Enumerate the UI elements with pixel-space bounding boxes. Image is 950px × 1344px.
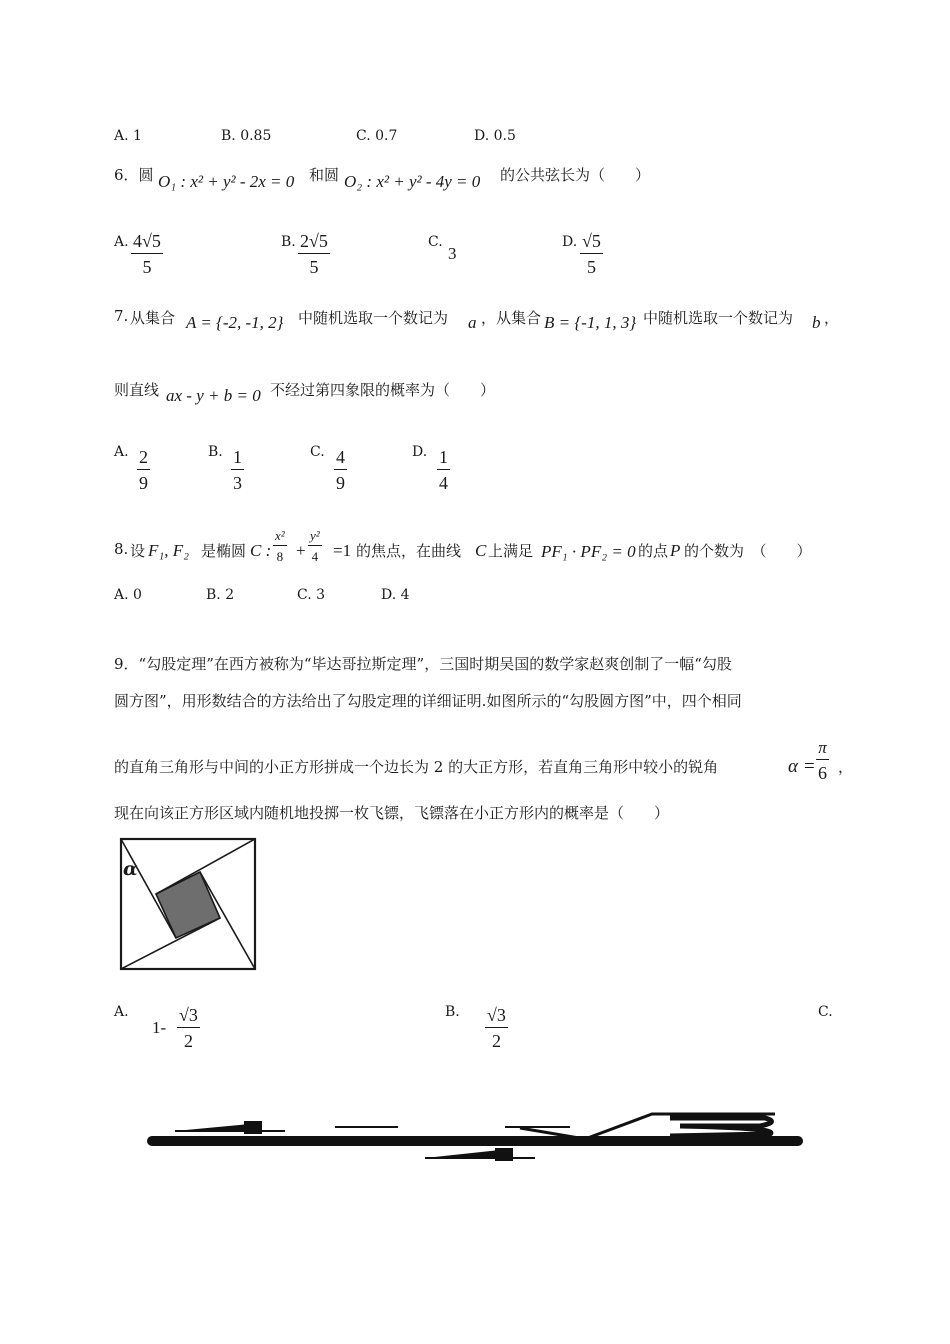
q9-option-b-value: $\frac{√3}{2}$	[487, 1005, 506, 1051]
q7-text-2: 中随机选取一个数记为	[298, 309, 449, 327]
q7-number: 7.	[114, 307, 129, 325]
q8-text-3: 的焦点，在曲线	[356, 542, 462, 560]
q5-option-c: C. 0.7	[356, 128, 398, 144]
q7-line-equation: ax - y + b = 0	[166, 386, 261, 405]
q6-option-c-value: 3	[448, 244, 457, 263]
q7-option-c-label: C.	[310, 444, 325, 460]
q7-option-c-value: $\frac{4}{9}$	[336, 447, 345, 493]
q7-text-4: 中随机选取一个数记为	[643, 309, 794, 327]
q6-circle1-equation: O₁ : x² + y² - 2x = 0	[158, 172, 295, 191]
q5-option-a: A. 1	[114, 128, 142, 144]
q7-line2-start: 则直线	[114, 381, 160, 399]
q6-option-b-value: $\frac{2√5}{5}$	[300, 231, 328, 277]
q7-option-b-label: B.	[208, 444, 223, 460]
q7-text-3: ，从集合	[481, 309, 542, 327]
q7-var-b: b	[812, 313, 821, 332]
q6-option-a-label: A.	[114, 234, 129, 250]
q8-fraction-y: $\frac{\text{y²}}{4}$	[310, 528, 320, 564]
q6-option-b-label: B.	[281, 234, 296, 250]
q8-option-b: B. 2	[206, 587, 235, 603]
q9-pi-over-six: $\frac{\pi}{6}$	[818, 738, 827, 783]
q6-number: 6．圆	[114, 166, 154, 184]
q7-set-b: B = {-1, 1, 3}	[544, 313, 637, 332]
q7-option-d-label: D.	[412, 444, 428, 460]
q9-line-2: 圆方图”，用形数结合的方法给出了勾股定理的详细证明.如图所示的“勾股圆方图”中，四个相同	[114, 692, 742, 710]
q7-option-d-value: $\frac{1}{4}$	[439, 447, 448, 493]
q8-option-c: C. 3	[297, 587, 326, 603]
q8-vector-condition: PF₁ · PF₂ = 0	[541, 542, 636, 561]
q6-option-a-value: $\frac{4√5}{5}$	[133, 231, 161, 277]
q9-option-a-prefix: 1-	[152, 1018, 167, 1037]
q9-option-c-label: C.	[818, 1004, 833, 1020]
garbled-formula-artifact	[140, 1104, 810, 1166]
q6-tail: 的公共弦长为（ ）	[500, 166, 651, 184]
q8-point-p: P	[670, 541, 681, 560]
q7-var-a: a	[468, 313, 477, 332]
figure-alpha-label: α	[123, 858, 138, 880]
gougu-figure	[118, 836, 258, 972]
q7-option-a-label: A.	[114, 444, 129, 460]
q8-plus: +	[296, 541, 306, 560]
q7-option-b-value: $\frac{1}{3}$	[233, 447, 242, 493]
q6-option-c-label: C.	[428, 234, 443, 250]
q7-option-a-value: $\frac{2}{9}$	[139, 447, 148, 493]
q5-option-d: D. 0.5	[474, 128, 516, 144]
q5-option-b: B. 0.85	[221, 128, 272, 144]
q9-line-1: 9．“勾股定理”在西方被称为“毕达哥拉斯定理”，三国时期吴国的数学家赵爽创制了一幅“勾股	[114, 655, 732, 673]
q8-number: 8.	[114, 540, 129, 558]
q9-option-a-label: A.	[114, 1004, 129, 1020]
q8-foci: F₁, F₂	[148, 541, 190, 560]
q8-text-4: 上满足	[488, 542, 534, 560]
q8-curve-c: C	[475, 541, 487, 560]
q6-circle2-equation: O₂ : x² + y² - 4y = 0	[344, 172, 481, 191]
q7-text-1: 从集合	[130, 309, 176, 327]
q8-text-6: 的个数为 （ ）	[684, 542, 812, 560]
q9-line-3: 的直角三角形与中间的小正方形拼成一个边长为 2 的大正方形，若直角三角形中较小的锐角	[114, 758, 719, 776]
q8-option-d: D. 4	[381, 587, 410, 603]
q9-option-a-value: $\frac{√3}{2}$	[179, 1005, 198, 1051]
q8-option-a: A. 0	[114, 587, 142, 603]
q7-set-a: A = {-2, -1, 2}	[186, 313, 284, 332]
q6-option-d-label: D.	[562, 234, 578, 250]
q7-text-5: ，	[824, 309, 840, 327]
q9-alpha-equals: α =	[788, 756, 816, 777]
q8-text-1: 设	[130, 542, 146, 560]
q6-connector: 和圆	[309, 166, 340, 184]
q8-fraction-x: $\frac{\text{x²}}{8}$	[275, 528, 285, 564]
q9-comma: ，	[838, 758, 854, 776]
q9-option-b-label: B.	[445, 1004, 460, 1020]
q8-text-5: 的点	[638, 542, 669, 560]
q8-text-2: 是椭圆	[201, 542, 247, 560]
q8-ellipse-name: C :	[250, 541, 272, 560]
q7-line2-end: 不经过第四象限的概率为（ ）	[270, 381, 496, 399]
q6-option-d-value: $\frac{√5}{5}$	[582, 231, 601, 277]
q9-line-4: 现在向该正方形区域内随机地投掷一枚飞镖，飞镖落在小正方形内的概率是（ ）	[114, 804, 670, 822]
q8-equals-one: =1	[333, 541, 352, 560]
